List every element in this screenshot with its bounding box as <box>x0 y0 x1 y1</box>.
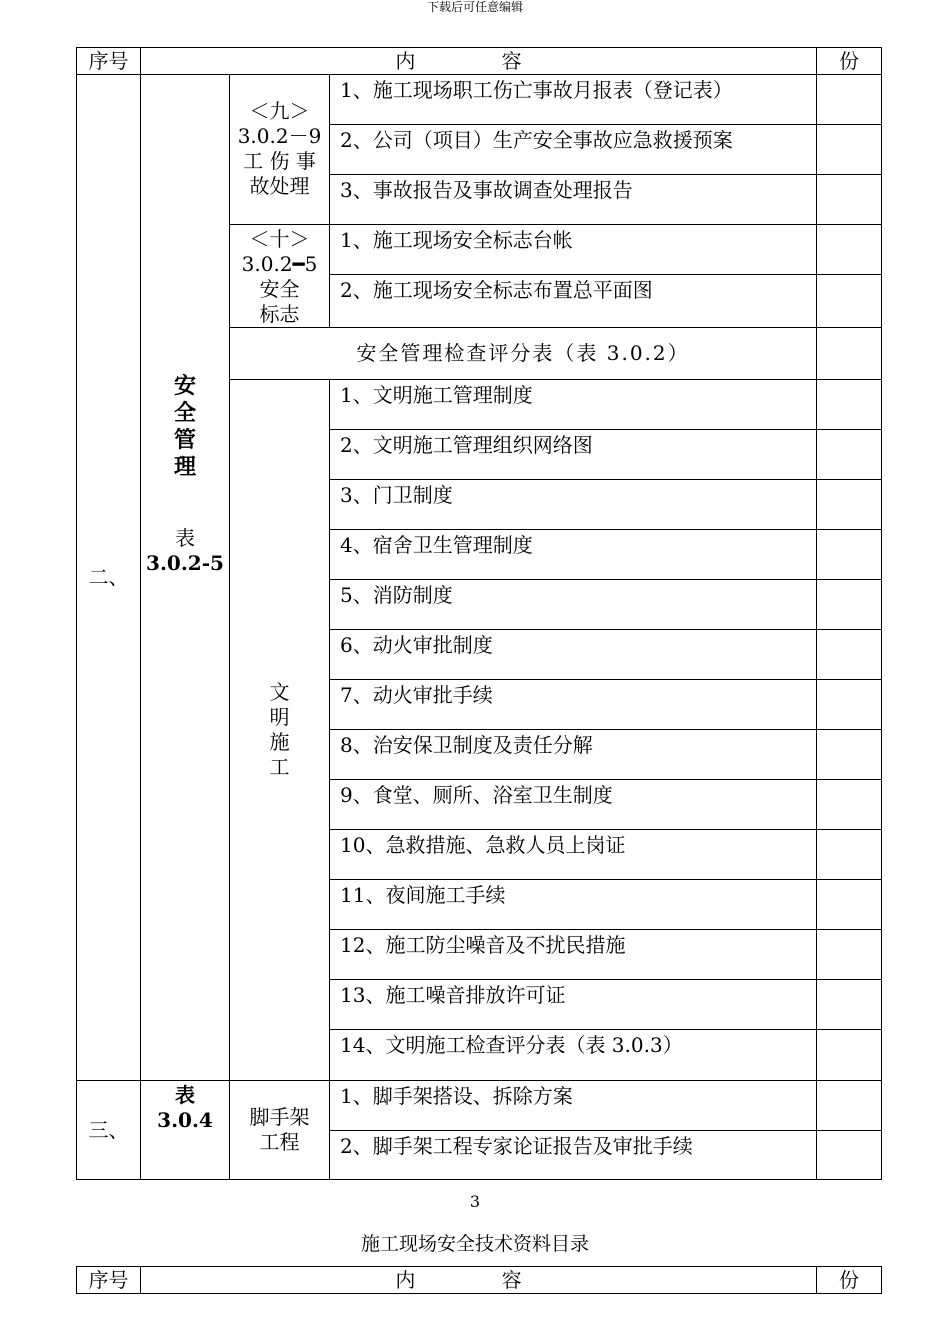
table-header-row <box>77 48 882 75</box>
list-item: 2、公司（项目）生产安全事故应急救援预案 <box>330 125 817 175</box>
page-number: 3 <box>469 1192 481 1211</box>
copies-cell <box>817 380 882 430</box>
group10-name: ＜十＞ 3.0.2━5 安全 标志 <box>230 225 330 328</box>
section2-table-ref: 表 3.0.2-5 <box>146 526 224 575</box>
copies-cell <box>817 480 882 530</box>
section3-number: 三、 <box>77 1081 141 1180</box>
copies-cell <box>817 580 882 630</box>
section2-title-cell <box>141 75 230 1081</box>
list-item: 6、动火审批制度 <box>330 630 817 680</box>
section2-number: 二、 <box>77 75 141 1081</box>
copies-cell <box>817 1030 882 1081</box>
copies-cell <box>817 680 882 730</box>
copies-cell <box>817 225 882 275</box>
table-row <box>77 75 882 125</box>
list-item: 10、急救措施、急救人员上岗证 <box>330 830 817 880</box>
copies-cell <box>817 75 882 125</box>
header-number: 序号 <box>77 1267 141 1294</box>
summary-row: 安全管理检查评分表（表 3.0.2） <box>230 328 817 380</box>
catalog-table <box>76 47 882 1180</box>
copies-cell <box>817 630 882 680</box>
next-page-title: 施工现场安全技术资料目录 <box>360 1233 589 1255</box>
list-item: 7、动火审批手续 <box>330 680 817 730</box>
copies-cell <box>817 830 882 880</box>
copies-cell <box>817 730 882 780</box>
list-item: 3、门卫制度 <box>330 480 817 530</box>
list-item: 12、施工防尘噪音及不扰民措施 <box>330 930 817 980</box>
section3-name: 脚手架 工程 <box>230 1081 330 1180</box>
header-content: 内 容 <box>141 1267 817 1294</box>
header-copies: 份 <box>817 48 882 75</box>
copies-cell <box>817 175 882 225</box>
list-item: 1、施工现场职工伤亡事故月报表（登记表） <box>330 75 817 125</box>
group9-name: ＜九＞ 3.0.2－9 工 伤 事 故处理 <box>230 75 330 225</box>
top-note: 下载后可任意编辑 <box>426 0 523 14</box>
list-item: 2、文明施工管理组织网络图 <box>330 430 817 480</box>
section3-table-ref: 表 3.0.4 <box>141 1081 230 1180</box>
list-item: 13、施工噪音排放许可证 <box>330 980 817 1030</box>
copies-cell <box>817 980 882 1030</box>
next-page-header-table <box>76 1266 882 1294</box>
list-item: 14、文明施工检查评分表（表 3.0.3） <box>330 1030 817 1081</box>
copies-cell <box>817 880 882 930</box>
list-item: 11、夜间施工手续 <box>330 880 817 930</box>
copies-cell <box>817 1081 882 1131</box>
header-copies: 份 <box>817 1267 882 1294</box>
list-item: 4、宿舍卫生管理制度 <box>330 530 817 580</box>
list-item: 5、消防制度 <box>330 580 817 630</box>
copies-cell <box>817 275 882 328</box>
section2-title: 安全管理 <box>173 373 196 480</box>
list-item: 1、施工现场安全标志台帐 <box>330 225 817 275</box>
civil-name: 文 明 施 工 <box>230 380 330 1081</box>
header-number: 序号 <box>77 48 141 75</box>
list-item: 1、文明施工管理制度 <box>330 380 817 430</box>
table-row <box>77 1081 882 1131</box>
list-item: 3、事故报告及事故调查处理报告 <box>330 175 817 225</box>
list-item: 2、脚手架工程专家论证报告及审批手续 <box>330 1131 817 1180</box>
copies-cell <box>817 328 882 380</box>
copies-cell <box>817 1131 882 1180</box>
copies-cell <box>817 430 882 480</box>
copies-cell <box>817 125 882 175</box>
table-header-row <box>77 1267 882 1294</box>
copies-cell <box>817 530 882 580</box>
copies-cell <box>817 930 882 980</box>
list-item: 9、食堂、厕所、浴室卫生制度 <box>330 780 817 830</box>
header-content: 内 容 <box>141 48 817 75</box>
copies-cell <box>817 780 882 830</box>
list-item: 1、脚手架搭设、拆除方案 <box>330 1081 817 1131</box>
list-item: 8、治安保卫制度及责任分解 <box>330 730 817 780</box>
list-item: 2、施工现场安全标志布置总平面图 <box>330 275 817 328</box>
